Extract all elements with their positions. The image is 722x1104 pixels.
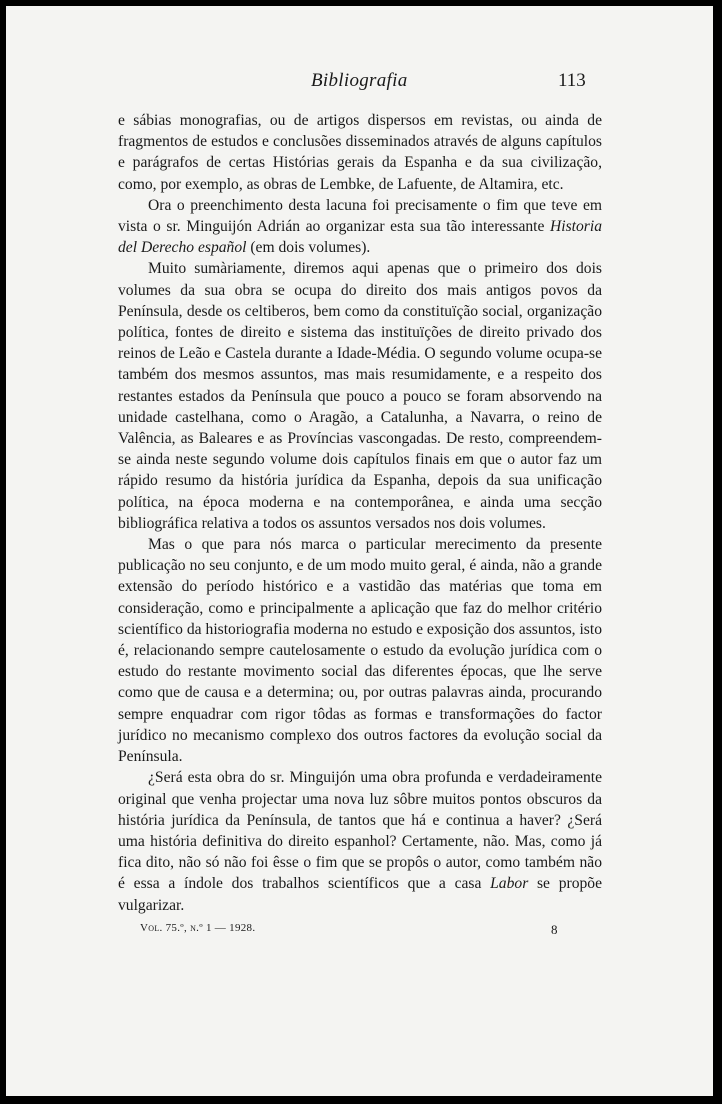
page — [6, 6, 713, 1096]
body-text — [118, 110, 602, 916]
paragraph-text: se propõe vulgarizar. — [118, 875, 602, 914]
paragraph: Mas o que para nós marca o particular merecimento da presente publicação no seu conjunto, e de um modo muito geral, é ainda, não a grande extensão do período histórico e a vastidão das matérias que toma em consideração, como e principalmente a aplicação que faz do melhor critério scientífico da historiografia moderna no estudo e exposição dos assuntos, isto é, relacionando sempre cautelosamente o estudo da evolução jurídica com o estudo do restante movimento social das diferentes épocas, que lhe serve como que de causa e a determina; ou, por outras palavras ainda, procurando sempre enquadrar com rigor tôdas as formas e transformações do factor jurídico no mecanismo complexo dos outros factores da evolução social da Península. — [118, 536, 602, 766]
paragraph — [118, 767, 602, 915]
volume-info: Vol. 75.º, n.º 1 — 1928. — [140, 922, 256, 934]
book-title: Historia del Derecho español — [118, 218, 602, 257]
paragraph — [118, 195, 602, 259]
page-footer — [6, 922, 713, 940]
signature-mark: 8 — [551, 922, 558, 937]
paragraph-text: Ora o preenchimento desta lacuna foi precisamente o fim que teve em vista o sr. Minguijón Adrián ao organizar esta sua tão interessante — [118, 196, 602, 236]
running-title: Bibliografia — [311, 70, 408, 91]
page-number: 113 — [558, 70, 586, 91]
page-header — [6, 70, 713, 94]
paragraph-continued: e sábias monografias, ou de artigos dispersos em revistas, ou ainda de fragmentos de estudos e conclusões disseminados através de alguns capítulos e parágrafos de certas Histórias gerais da Espanha e da sua civilização, como, por exemplo, as obras de Lembke, de Lafuente, de Altamira, etc. — [118, 112, 602, 193]
paragraph-text: ¿Será esta obra do sr. Minguijón uma obra profunda e verdadeiramente original que venha projectar uma nova luz sôbre muitos pontos obscuros da história jurídica da Península, de tantos que há e continua a haver? ¿Será uma história definitiva do direito espanhol? Certamente, não. Mas, como já fica dito, não só não foi êsse o fim que se propôs o autor, como também não é essa a índole dos trabalhos scientíficos que a casa — [118, 769, 602, 893]
publisher-name: Labor — [490, 875, 529, 893]
paragraph: Muito sumàriamente, diremos aqui apenas que o primeiro dos dois volumes da sua obra se ocupa do direito dos mais antigos povos da Península, desde os celtiberos, bem como da constituïção social, organização política, fontes de direito e sistema das instituïções de direito privado dos reinos de Leão e Castela durante a Idade-Média. O segundo volume ocupa-se também dos mesmos assuntos, mas mais resumidamente, e a respeito dos restantes estados da Península que pouco a pouco se foram absorvendo na unidade castelhana, como o Aragão, a Catalunha, a Navarra, o reino de Valência, as Baleares e as Províncias vascongadas. De resto, compreendem-se ainda neste segundo volume dois capítulos finais em que o autor faz um rápido resumo da história jurídica da Espanha, depois da sua unificação política, na época moderna e na contemporânea, e ainda uma secção bibliográfica relativa a todos os assuntos versados nos dois volumes. — [118, 260, 602, 532]
paragraph-text: (em dois volumes). — [246, 239, 371, 257]
